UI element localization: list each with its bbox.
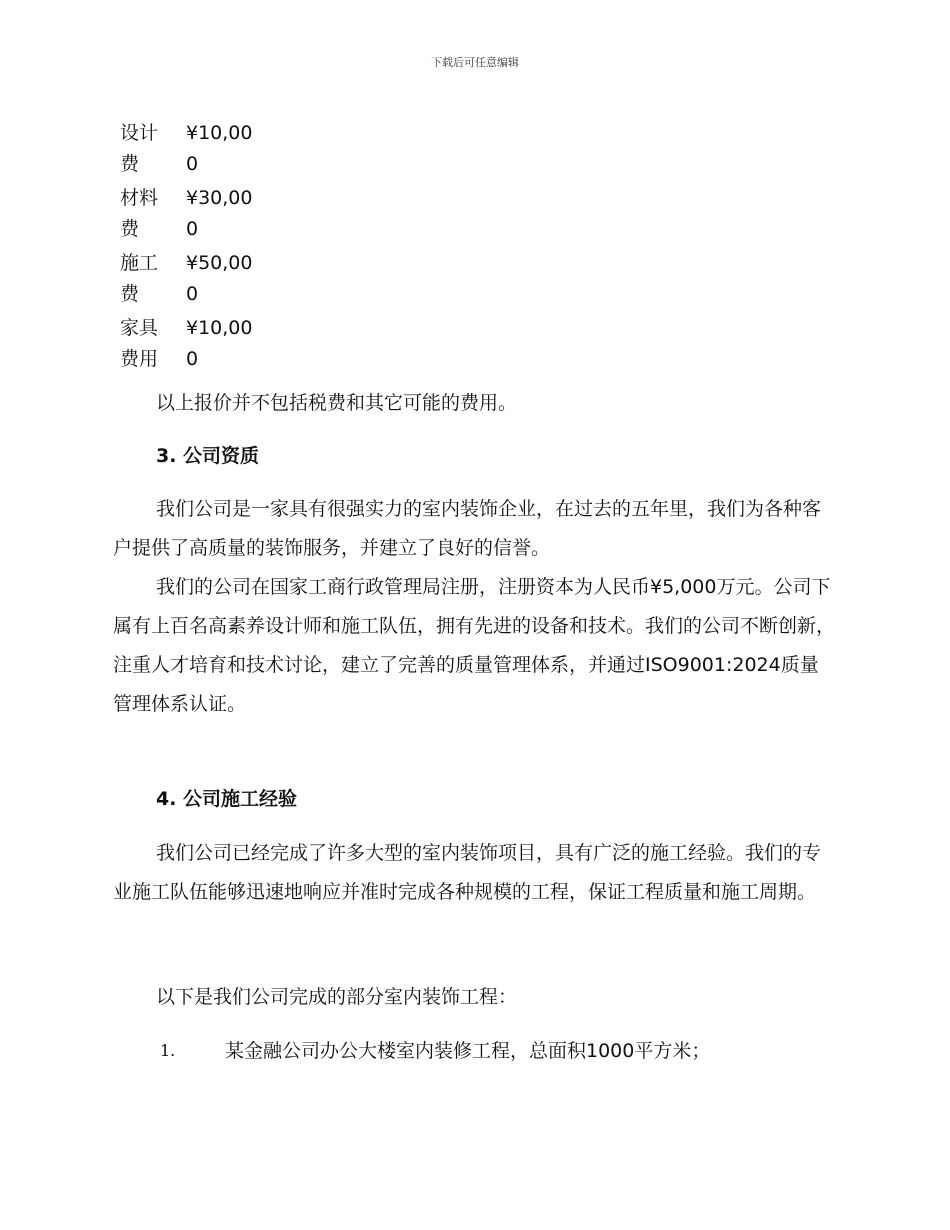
page-header: 下载后可任意编辑 <box>431 56 519 69</box>
section-3-title: 3. 公司资质 <box>156 445 260 467</box>
fee-label: 材料费 <box>120 187 159 240</box>
section-3-paragraph-1: 我们公司是一家具有很强实力的室内装饰企业，在过去的五年里，我们为各种客户提供了高质量的装饰服务，并建立了良好的信誉。 <box>113 498 822 559</box>
list-number: 1. <box>160 1041 176 1060</box>
section-4-paragraph-1: 我们公司已经完成了许多大型的室内装饰项目，具有广泛的施工经验。我们的专业施工队伍能够迅速地响应并准时完成各种规模的工程，保证工程质量和施工周期。 <box>113 842 822 903</box>
fee-amount: ¥30,000 <box>186 187 253 240</box>
fee-amount: ¥10,000 <box>186 317 253 370</box>
section-3-paragraph-2: 我们的公司在国家工商行政管理局注册，注册资本为人民币¥5,000万元。公司下属有上百名高素养设计师和施工队伍，拥有先进的设备和技术。我们的公司不断创新，注重人才培育和技术讨论，建立了完善的质量管理体系，并通过ISO9001:2024质量管理体系认证。 <box>113 576 836 715</box>
section-4-paragraph-2: 以下是我们公司完成的部分室内装饰工程： <box>156 986 518 1008</box>
fee-label: 家具费用 <box>120 317 159 370</box>
fee-label: 施工费 <box>120 252 159 305</box>
fee-label: 设计费 <box>120 122 159 175</box>
list-text: 某金融公司办公大楼室内装修工程，总面积1000平方米； <box>225 1040 711 1062</box>
fee-amount: ¥50,000 <box>186 252 253 305</box>
fee-row <box>120 118 266 183</box>
fee-row <box>120 313 266 378</box>
fee-note: 以上报价并不包括税费和其它可能的费用。 <box>156 392 518 414</box>
fee-row <box>120 248 266 313</box>
fee-table <box>120 118 266 378</box>
fee-row <box>120 183 266 248</box>
section-4-title: 4. 公司施工经验 <box>156 788 298 810</box>
fee-amount: ¥10,000 <box>186 122 253 175</box>
